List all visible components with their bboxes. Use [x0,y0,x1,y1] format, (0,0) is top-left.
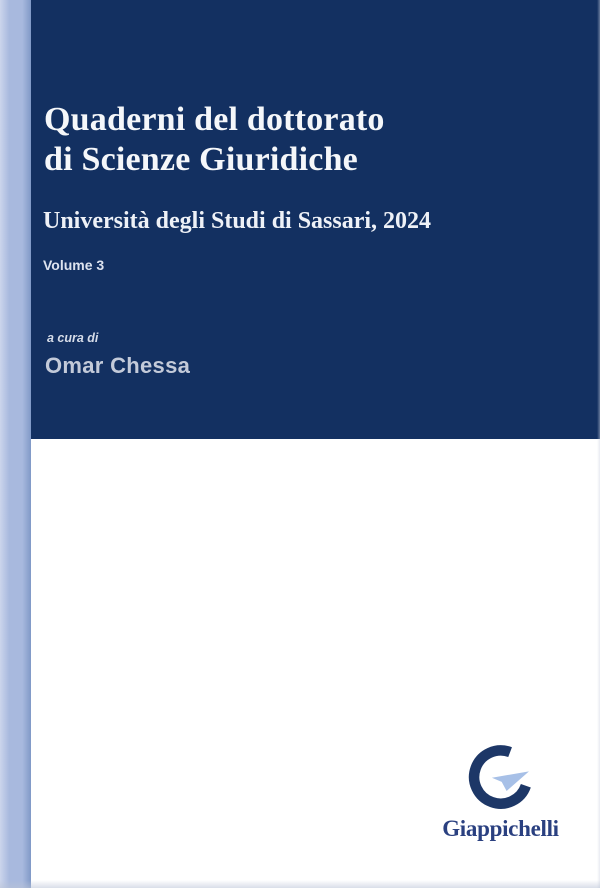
giappichelli-g-logo-icon [466,742,536,812]
editor-prefix: a cura di [47,331,99,345]
book-subtitle: Università degli Studi di Sassari, 2024 [43,208,432,234]
book-title-line2: di Scienze Giuridiche [44,141,358,178]
publisher-logo [428,742,573,842]
book-title-line1: Quaderni del dottorato [44,101,385,138]
volume-label: Volume 3 [43,257,105,273]
publisher-name: Giappichelli [442,816,559,841]
spine-strip [0,0,31,888]
page-edge-bottom [0,880,600,888]
editor-name: Omar Chessa [45,353,191,378]
book-title [44,100,385,180]
